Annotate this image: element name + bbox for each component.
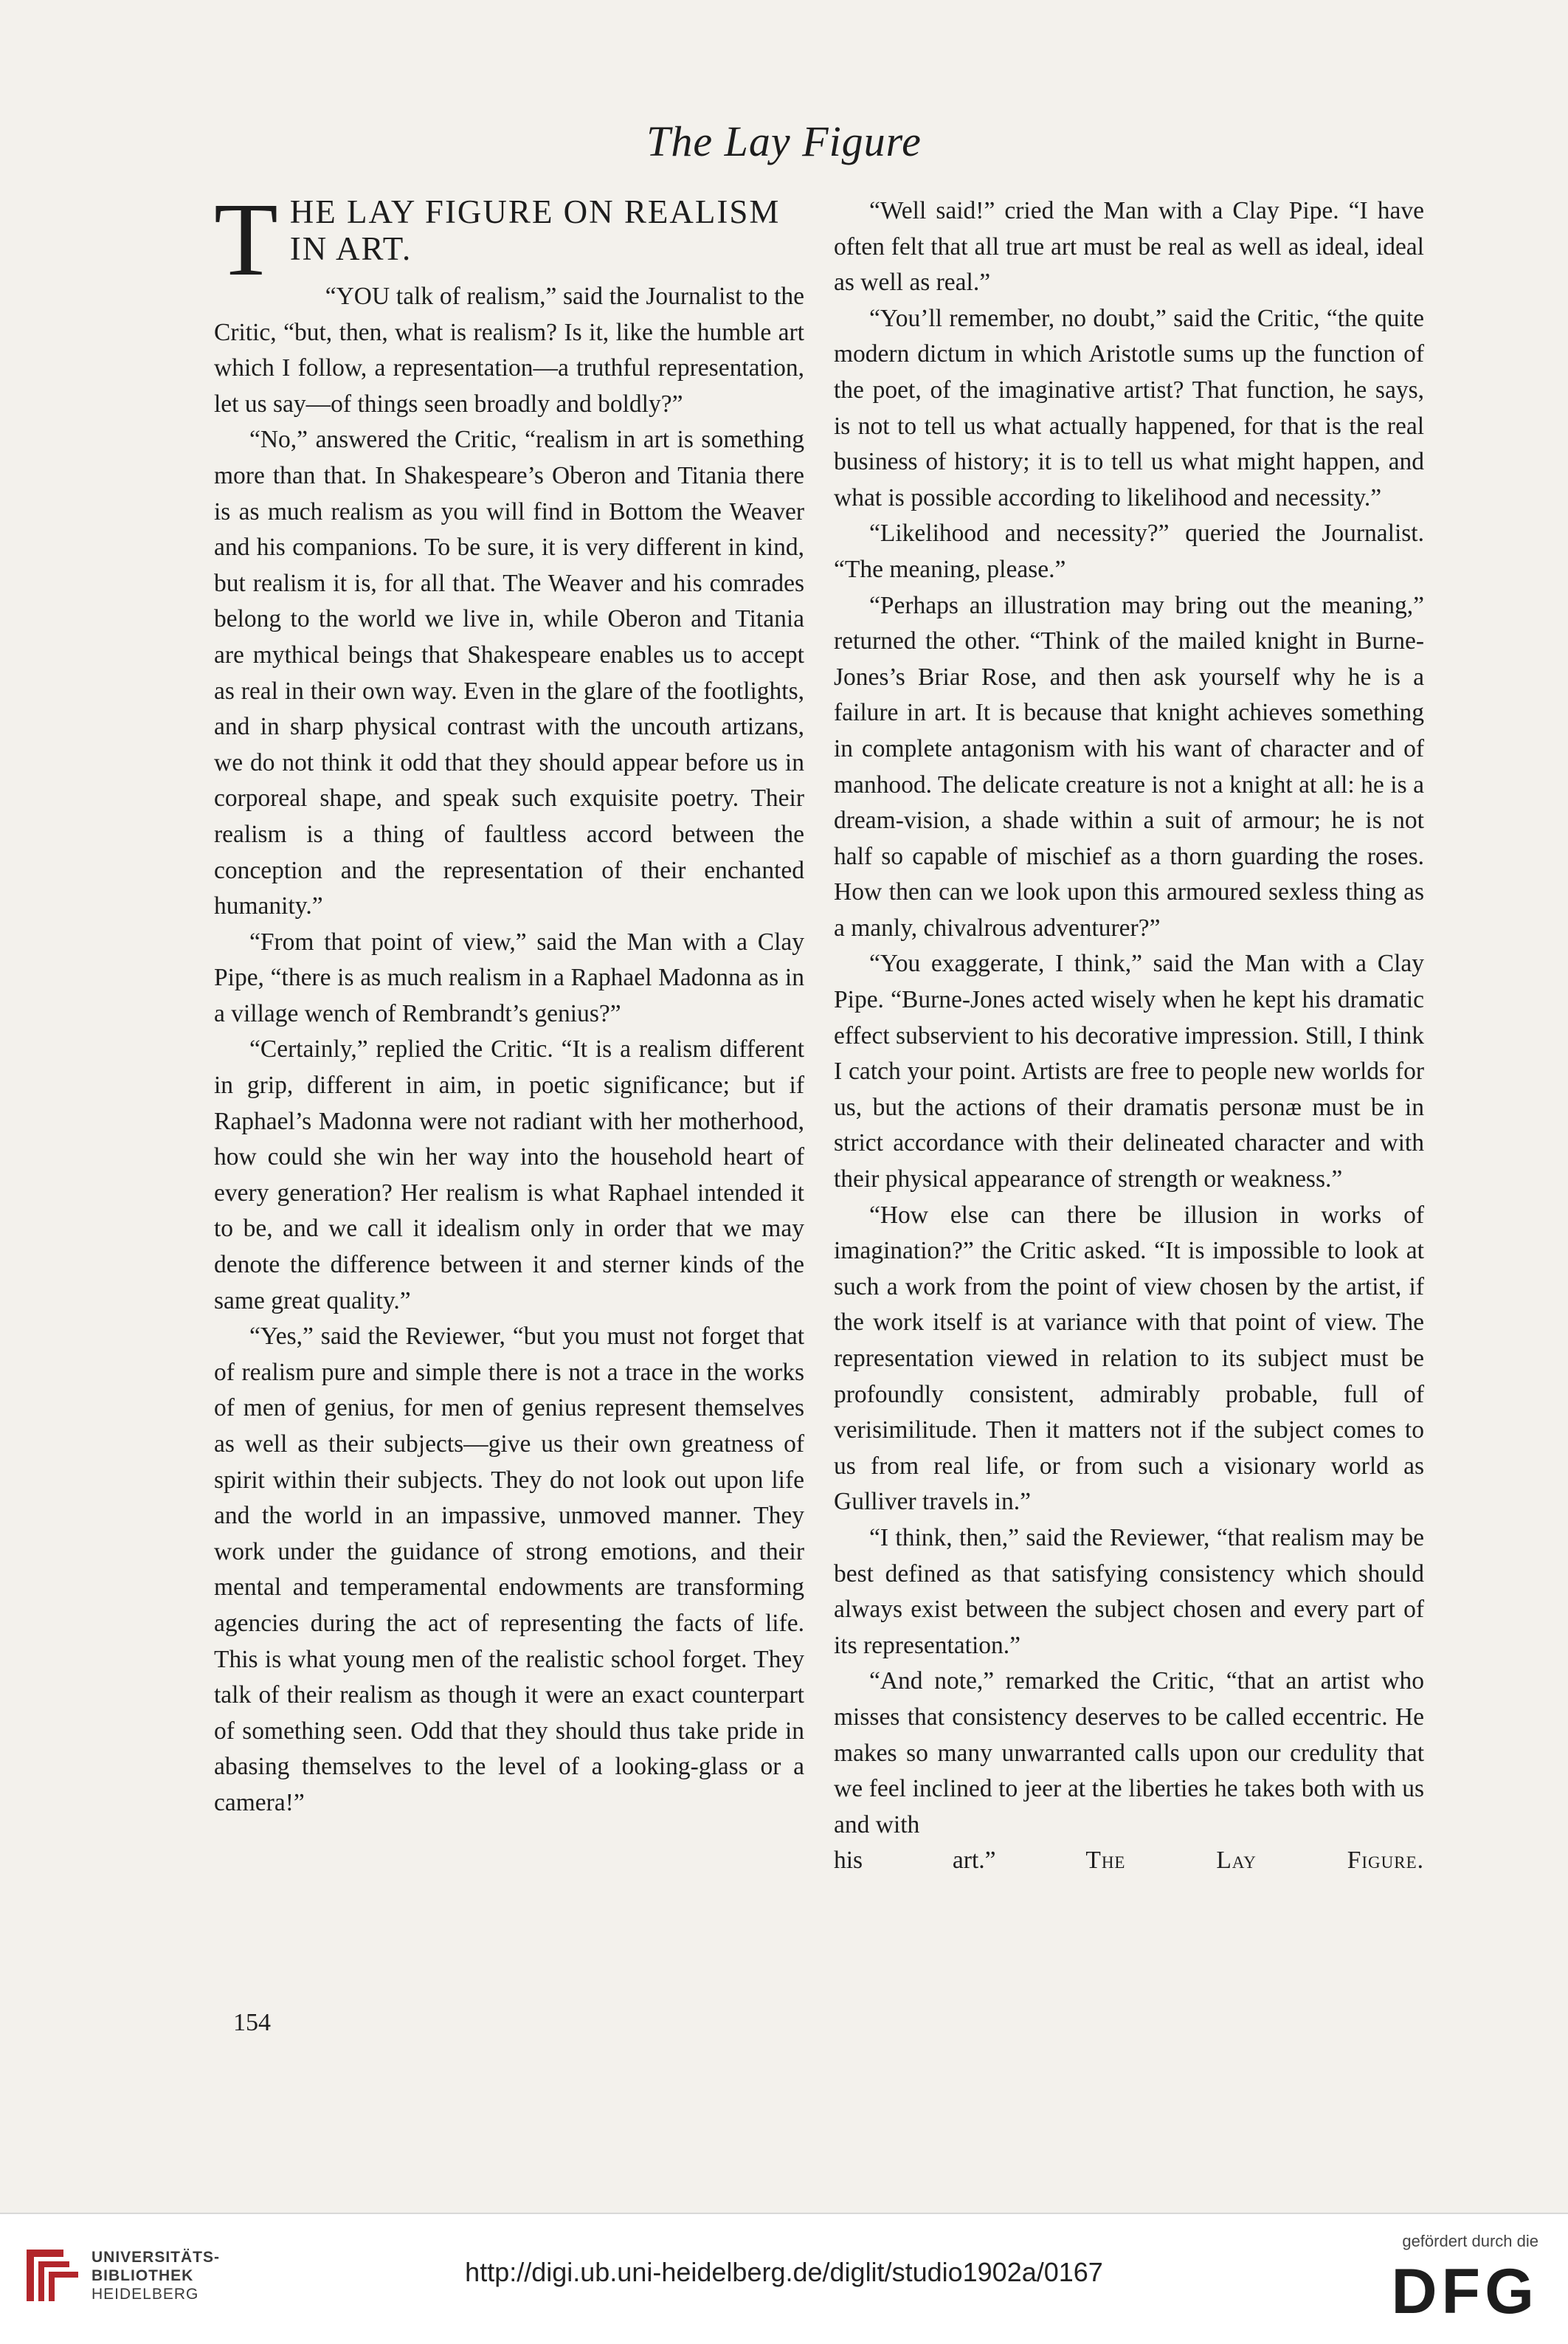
paragraph: “You exaggerate, I think,” said the Man with a Clay Pipe. “Burne-Jones acted wisely when he kept his dramatic effect subservient to his decorative impression. Still, I think I catch your point. Artists are free to people new worlds for us, but the actions of their dramatis personæ must be in strict accordance with their delineated character and with their physical appearance of strength or weakness.” (834, 950, 1424, 1193)
dfg-logo: DFG (1391, 2256, 1538, 2327)
paragraph: “YOU talk of realism,” said the Journalist to the Critic, “but, then, what is realism? Is it, like the humble art which I follow, a representation—a truthful representation, let us say—of things seen broadly and boldly?” (214, 283, 804, 418)
paragraph: “Likelihood and necessity?” queried the Journalist. “The meaning, please.” (834, 520, 1424, 583)
paragraph: “Yes,” said the Reviewer, “but you must not forget that of realism pure and simple there is not a trace in the works of men of genius, for men of genius represent themselves as well as their subjects—give us their own greatness of spirit within their subjects. They do not look out upon life and the world in an impassive, unmoved manner. They work under the guidance of strong emotions, and their mental and temperamental endowments are transforming agencies during the act of representing the facts of life. This is what young men of the realistic school forget. They talk of their realism as though it were an exact counterpart of something seen. Odd that they should thus take pride in abasing themselves to the level of a looking-glass or a camera!” (214, 1323, 804, 1816)
funding-note: gefördert durch die (1402, 2232, 1538, 2250)
page-number: 154 (233, 2009, 271, 2036)
heading-text: HE LAY FIGURE ON REALISM IN ART. (289, 193, 781, 267)
closing-line (834, 1843, 1424, 1879)
left-column (214, 181, 804, 1821)
paragraph: “From that point of view,” said the Man with a Clay Pipe, “there is as much realism in a Raphael Madonna as in a village wench of Rembrandt’s genius?” (214, 928, 804, 1027)
article-heading (214, 181, 804, 297)
university-library-name: UNIVERSITÄTS- BIBLIOTHEK HEIDELBERG (91, 2249, 221, 2303)
paragraph: “Well said!” cried the Man with a Clay Pipe. “I have often felt that all true art must be real as well as ideal, ideal as well as real.” (834, 197, 1424, 297)
signature: The Lay Figure. (1085, 1847, 1425, 1875)
paragraph: “And note,” remarked the Critic, “that an artist who misses that consistency deserves to be called eccentric. He makes so many unwarranted calls upon our credulity that we feel inclined to jeer at the liberties he takes both with us and with (834, 1667, 1424, 1838)
paragraph: “Perhaps an illustration may bring out the meaning,” returned the other. “Think of the mailed knight in Burne-Jones’s Briar Rose, and then ask yourself why he is a failure in art. It is because that knight achieves something in complete antagonism with his want of character and of manhood. The delicate creature is not a knight at all: he is a dream-vision, a shade within a suit of armour; he is not half so capable of mischief as a thorn guarding the roses. How then can we look upon this armoured sexless thing as a manly, chivalrous adventurer?” (834, 591, 1424, 942)
paragraph: “No,” answered the Critic, “realism in art is something more than that. In Shakespeare’s Oberon and Titania there is as much realism as you will find in Bottom the Weaver and his companions. To be sure, it is very different in kind, but realism it is, for all that. The Weaver and his comrades belong to the world we live in, while Oberon and Titania are mythical beings that Shakespeare enables us to accept as real in their own way. Even in the glare of the footlights, and in sharp physical contrast with the uncouth artizans, we do not think it odd that they should appear before us in corporeal shape, and speak such exquisite poetry. Their realism is a thing of faultless accord between the conception and the representation of their enchanted humanity.” (214, 426, 804, 920)
running-head: The Lay Figure (646, 117, 922, 165)
digitization-footer (0, 2213, 1568, 2344)
paragraph: “Certainly,” replied the Critic. “It is a realism different in grip, different in aim, in poetic significance; but if Raphael’s Madonna were not radiant with her motherhood, how could she win her way into the household heart of every generation? Her realism is what Raphael intended it to be, and we call it idealism only in order that we may denote the difference between it and sterner kinds of the same great quality.” (214, 1035, 804, 1314)
paragraph: “How else can there be illusion in works of imagination?” the Critic asked. “It is impossible to look at such a work from the point of view chosen by the artist, if the work itself is at variance with that point of view. The representation viewed in relation to its subject must be profoundly consistent, admirably probable, full of verisimilitude. Then it matters not if the subject comes to us from real life, or from such a visionary world as Gulliver travels in.” (834, 1201, 1424, 1516)
paragraph: “You’ll remember, no doubt,” said the Critic, “the quite modern dictum in which Aristotle sums up the function of the poet, of the imaginative artist? That function, he says, is not to tell us what actually happened, for that is the real business of history; it is to tell us what might happen, and what is possible according to likelihood and necessity.” (834, 304, 1424, 511)
source-url-link[interactable]: http://digi.ub.uni-heidelberg.de/diglit/studio1902a/0167 (465, 2257, 1103, 2287)
drop-cap: T (214, 181, 280, 297)
right-column (834, 193, 1424, 1879)
closing-text: his art.” (834, 1847, 996, 1875)
paragraph: “I think, then,” said the Reviewer, “that realism may be best defined as that satisfying consistency which should always exist between the subject chosen and every part of its representation.” (834, 1523, 1424, 1659)
